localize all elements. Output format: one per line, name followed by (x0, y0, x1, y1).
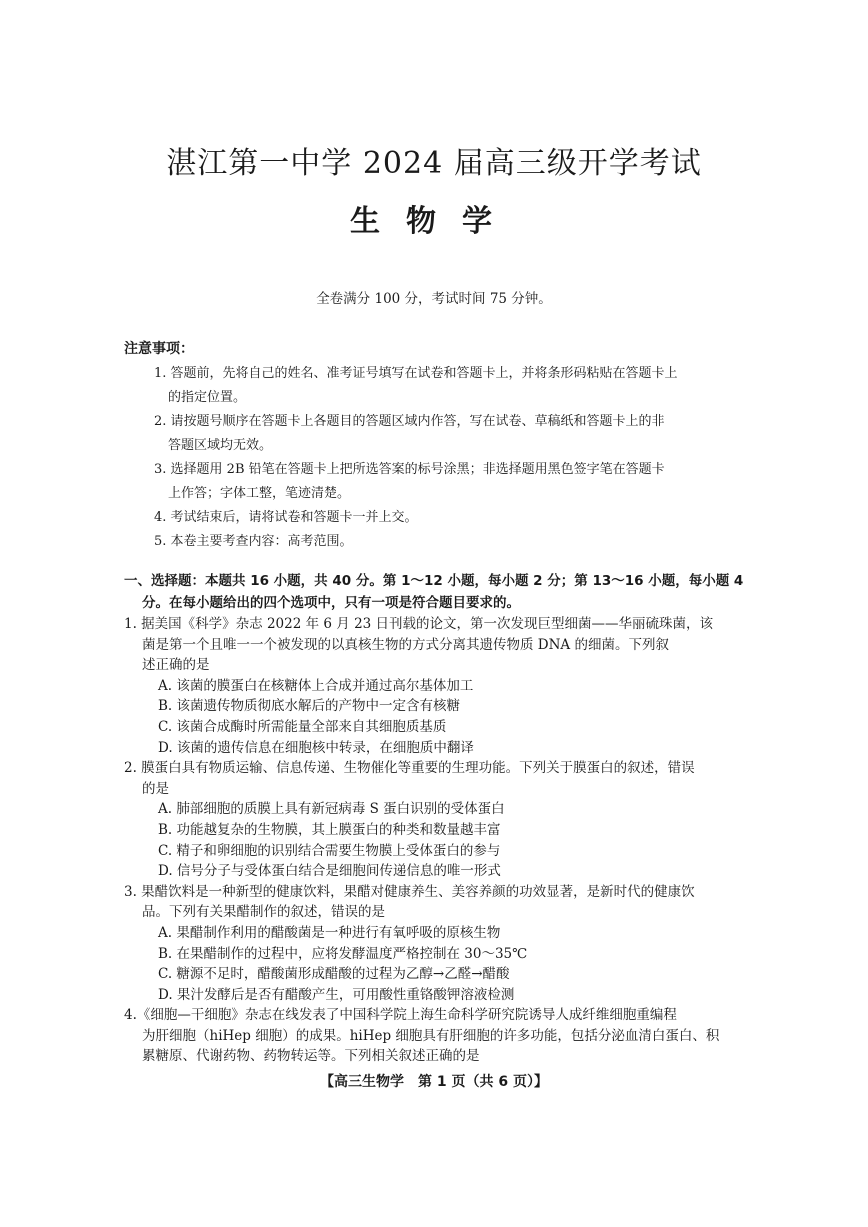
notice-list (154, 362, 754, 554)
notice-line-cont: 答题区域均无效。 (168, 438, 273, 453)
question-stem-cont: 菌是第一个且唯一一个被发现的以真核生物的方式分离其遗传物质 DNA 的细菌。下列叙 (142, 636, 669, 653)
question-3 (124, 882, 750, 1006)
section-heading-line: 一、选择题：本题共 16 小题，共 40 分。第 1～12 小题，每小题 2 分；第 13～16 小题，每小题 4 (124, 573, 744, 589)
section-heading (124, 570, 750, 614)
page-footer: 【高三生物学 第 1 页（共 6 页）】 (320, 1074, 548, 1090)
notice-item (154, 530, 754, 554)
question-stem-cont: 为肝细胞（hiHep 细胞）的成果。hiHep 细胞具有肝细胞的许多功能，包括分泌血清白蛋白、积 (142, 1027, 720, 1044)
option-b: B. 在果醋制作的过程中，应将发酵温度严格控制在 30～35℃ (158, 945, 528, 962)
option-d: D. 信号分子与受体蛋白结合是细胞间传递信息的唯一形式 (158, 863, 501, 880)
notice-item (154, 362, 754, 410)
notice-heading: 注意事项： (124, 341, 194, 357)
question-4 (124, 1005, 750, 1067)
option-d: D. 果汁发酵后是否有醋酸产生，可用酸性重铬酸钾溶液检测 (158, 986, 515, 1003)
question-stem: 1. 据美国《科学》杂志 2022 年 6 月 23 日刊载的论文，第一次发现巨型细菌——华丽硫珠菌，该 (124, 616, 714, 632)
notice-line: 4. 考试结束后，请将试卷和答题卡一并上交。 (154, 510, 418, 525)
question-stem-cont: 品。下列有关果醋制作的叙述，错误的是 (142, 904, 385, 921)
notice-line: 2. 请按题号顺序在答题卡上各题目的答题区域内作答，写在试卷、草稿纸和答题卡上的非 (154, 414, 665, 429)
question-stem: 2. 膜蛋白具有物质运输、信息传递、生物催化等重要的生理功能。下列关于膜蛋白的叙述，错误 (124, 760, 695, 777)
question-stem: 3. 果醋饮料是一种新型的健康饮料，果醋对健康养生、美容养颜的功效显著，是新时代的健康饮 (124, 883, 695, 900)
question-stem-cont: 累糖原、代谢药物、药物转运等。下列相关叙述正确的是 (142, 1048, 480, 1065)
question-stem-cont: 述正确的是 (142, 657, 210, 674)
notice-item (154, 410, 754, 458)
option-c: C. 精子和卵细胞的识别结合需要生物膜上受体蛋白的参与 (158, 842, 501, 859)
question-stem: 4.《细胞—干细胞》杂志在线发表了中国科学院上海生命科学研究院诱导人成纤维细胞重编程 (124, 1007, 677, 1024)
option-c: C. 该菌合成酶时所需能量全部来自其细胞质基质 (158, 718, 447, 735)
notice-item (154, 506, 754, 530)
option-c: C. 糖源不足时，醋酸菌形成醋酸的过程为乙醇→乙醛→醋酸 (158, 966, 510, 983)
notice-line: 3. 选择题用 2B 铅笔在答题卡上把所选答案的标号涂黑；非选择题用黑色签字笔在答题卡 (154, 462, 665, 477)
subject-title: 生物学 (350, 204, 518, 239)
notice-line: 5. 本卷主要考查内容：高考范围。 (154, 534, 353, 549)
score-time-note: 全卷满分 100 分，考试时间 75 分钟。 (316, 291, 552, 307)
notice-line-cont: 上作答；字体工整，笔迹清楚。 (168, 486, 351, 501)
option-a: A. 肺部细胞的质膜上具有新冠病毒 S 蛋白识别的受体蛋白 (158, 801, 505, 818)
notice-item (154, 458, 754, 506)
question-list (124, 614, 750, 1067)
option-a: A. 该菌的膜蛋白在核糖体上合成并通过高尔基体加工 (158, 677, 474, 694)
notice-line-cont: 的指定位置。 (168, 390, 247, 405)
question-stem-cont: 的是 (142, 780, 169, 797)
question-1 (124, 614, 750, 758)
option-a: A. 果醋制作利用的醋酸菌是一种进行有氧呼吸的原核生物 (158, 924, 501, 941)
notice-line: 1. 答题前，先将自己的姓名、准考证号填写在试卷和答题卡上，并将条形码粘贴在答题卡上 (154, 366, 678, 381)
option-d: D. 该菌的遗传信息在细胞核中转录，在细胞质中翻译 (158, 739, 474, 756)
exam-title: 湛江第一中学 2024 届高三级开学考试 (166, 146, 702, 181)
question-2 (124, 758, 750, 882)
section-heading-line-cont: 分。在每小题给出的四个选项中，只有一项是符合题目要求的。 (142, 595, 520, 611)
option-b: B. 该菌遗传物质彻底水解后的产物中一定含有核糖 (158, 698, 461, 715)
option-b: B. 功能越复杂的生物膜，其上膜蛋白的种类和数量越丰富 (158, 821, 501, 838)
